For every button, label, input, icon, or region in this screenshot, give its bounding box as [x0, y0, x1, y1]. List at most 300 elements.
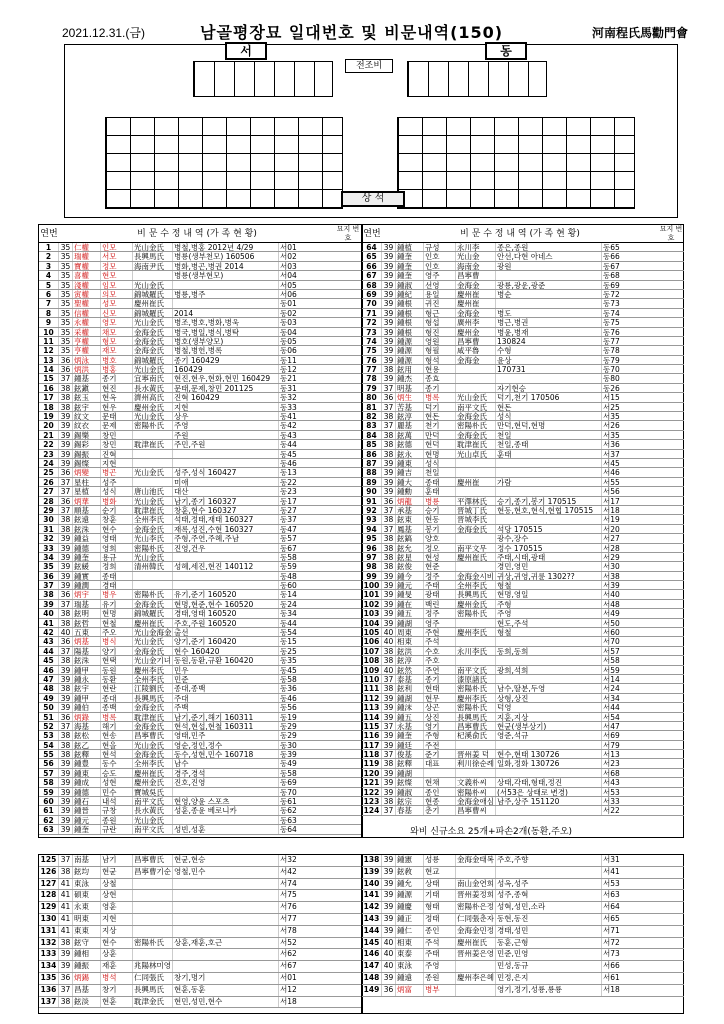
cell-desc: 130824 — [496, 337, 602, 345]
cell-desc: 진혁 160429 — [173, 393, 279, 401]
bottom-right-record-list — [362, 855, 684, 997]
cell-spouse: 慶州崔 — [456, 290, 496, 298]
cell-gen: 38 — [382, 544, 396, 552]
cell-spouse: 金海金氏 — [456, 431, 496, 439]
cell-code: 동21 — [280, 374, 297, 383]
cell-gen: 35 — [59, 299, 73, 307]
cell-fname: 동원 — [101, 666, 133, 674]
cell-code: 서45 — [603, 458, 620, 468]
cell-name: 鍾根 — [396, 299, 424, 307]
header-no-right: 연번 — [363, 229, 381, 239]
cell-spouse — [456, 562, 496, 570]
cell-spouse: 金海金 — [456, 281, 496, 289]
cell-spouse: 慶州崔氏 — [133, 619, 173, 627]
table-row — [39, 290, 361, 299]
cell-desc: 성훈,종윤 베로니카 — [173, 806, 279, 814]
cell-gen: 35 — [59, 309, 73, 317]
cell-code: 서03 — [280, 261, 297, 271]
table-row — [39, 867, 361, 879]
cell-name: 鉉洪 — [396, 647, 424, 655]
cell-fname: 병록 — [424, 393, 456, 401]
cell-fname: 만덕 — [424, 431, 456, 439]
cell-code: 동26 — [603, 383, 620, 393]
cell-fname: 형진 — [424, 328, 456, 336]
cell-fname: 선영 — [424, 281, 456, 289]
cell-name: 鉉用 — [396, 365, 424, 373]
cell-spouse: 海南金 — [456, 262, 496, 270]
cell-desc — [173, 459, 279, 467]
table-row — [39, 609, 361, 618]
table-row — [362, 788, 684, 797]
cell-gen: 39 — [59, 553, 73, 561]
cell-desc: 주영 — [496, 609, 602, 617]
cell-code: 서18 — [280, 996, 297, 1006]
cell-spouse: 金海金氏 — [456, 412, 496, 420]
cell-spouse: 南平文氏 — [456, 403, 496, 411]
cell-desc: 광희,석희 — [496, 666, 602, 674]
cell-spouse — [456, 741, 496, 749]
cell-code: 동11 — [280, 355, 297, 365]
cell-gen: 35 — [59, 262, 73, 270]
cell-desc: 동희,동희 — [496, 647, 602, 655]
cell-fname: 종기 — [101, 374, 133, 382]
cell-desc: 성주,성식 160427 — [173, 468, 279, 476]
cell-spouse: 長興馬氏 — [133, 985, 173, 996]
cell-no: 97 — [362, 553, 382, 561]
cell-no: 40 — [39, 609, 59, 617]
cell-name: 鉉俊 — [396, 562, 424, 570]
cell-fname: 영희 — [101, 544, 133, 552]
cell-spouse — [133, 572, 173, 580]
cell-no: 94 — [362, 525, 382, 533]
east-label: 동 — [485, 42, 527, 60]
cell-name: 鍾在 — [396, 600, 424, 608]
cell-spouse — [456, 637, 496, 645]
cell-no: 148 — [362, 973, 382, 984]
cell-name: 鍾淑 — [396, 281, 424, 289]
cell-no: 120 — [362, 769, 382, 777]
cell-fname: 현준 — [424, 562, 456, 570]
left-record-list — [39, 243, 361, 835]
cell-spouse — [456, 985, 496, 996]
cell-fname: 재훈 — [101, 961, 133, 972]
cell-name: 鍾奎 — [396, 731, 424, 739]
cell-name: 鍾勳 — [396, 487, 424, 495]
cell-no: 16 — [39, 384, 59, 392]
cell-fname: 재모 — [101, 346, 133, 354]
cell-gen: 39 — [382, 309, 396, 317]
cell-no: 100 — [362, 581, 382, 589]
cell-code: 서50 — [603, 618, 620, 628]
cell-gen: 38 — [59, 515, 73, 523]
cell-spouse: 長興馬氏 — [133, 694, 173, 702]
cell-name: 炳生 — [396, 393, 424, 401]
cell-code: 동74 — [603, 308, 620, 318]
table-row — [362, 722, 684, 731]
cell-fname: 영주 — [424, 619, 456, 627]
cell-desc: 주민,주원 — [173, 440, 279, 448]
cell-name: 鉉鎭 — [73, 384, 101, 392]
cell-spouse: 金海金氏 — [133, 722, 173, 730]
cell-gen: 37 — [382, 525, 396, 533]
cell-no: 104 — [362, 619, 382, 627]
cell-spouse: 全州李氏 — [133, 515, 173, 523]
cell-fname: 형섭 — [424, 318, 456, 326]
cell-no: 108 — [362, 656, 382, 664]
cell-no: 139 — [362, 867, 382, 878]
cell-spouse: 昌寧曹 — [456, 271, 496, 279]
cell-fname: 형모 — [101, 337, 133, 345]
cell-spouse: 全州李氏 — [456, 581, 496, 589]
cell-gen: 39 — [382, 694, 396, 702]
table-row — [39, 949, 361, 961]
cell-code: 서27 — [603, 534, 620, 543]
document-date: 2021.12.31.(금) — [62, 26, 145, 40]
cell-gen: 35 — [59, 252, 73, 260]
cell-spouse: 慶州李氏 — [456, 628, 496, 636]
cell-desc: 영기,정기,성룡,룡룡 — [496, 985, 602, 996]
cell-fname: 문제 — [101, 421, 133, 429]
table-row — [39, 374, 361, 383]
cell-no: 25 — [39, 468, 59, 476]
cell-name: 鍾廷 — [396, 741, 424, 749]
cell-fname: 귀진 — [424, 299, 456, 307]
table-row — [39, 806, 361, 815]
table-row — [39, 741, 361, 750]
cell-gen: 35 — [59, 271, 73, 279]
table-row — [362, 299, 684, 308]
cell-name: 鍾淑 — [396, 788, 424, 796]
cell-desc: 유기,준기 160520 — [173, 590, 279, 598]
cell-code: 서42 — [280, 866, 297, 876]
cell-code: 서30 — [603, 562, 620, 571]
cell-no: 20 — [39, 421, 59, 429]
cell-name: 鉉星 — [396, 553, 424, 561]
cell-fname: 성현 — [101, 778, 133, 786]
cell-code: 서74 — [280, 878, 297, 888]
east-top-plots — [407, 61, 547, 97]
cell-spouse: 光山金氏 — [133, 365, 173, 373]
table-row — [362, 318, 684, 327]
cell-code: 서60 — [603, 628, 620, 637]
cell-fname: 주석 — [424, 938, 456, 949]
cell-desc: 진호,진영 — [173, 778, 279, 786]
table-row — [362, 346, 684, 355]
cell-name: 鉉利 — [396, 684, 424, 692]
cell-spouse — [456, 459, 496, 467]
cell-fname: 인호 — [424, 252, 456, 260]
cell-no: 45 — [39, 656, 59, 664]
cell-name: 采權 — [73, 328, 101, 336]
cell-name: 鍾沫 — [396, 703, 424, 711]
cell-no: 149 — [362, 985, 382, 996]
cell-gen: 36 — [382, 497, 396, 505]
cell-desc: 병조,병호,병화,병욱 — [173, 318, 279, 326]
cell-spouse: 利川徐순례 — [457, 759, 494, 768]
cell-spouse — [456, 656, 496, 664]
table-row — [39, 890, 361, 902]
cell-fname: 춘기 — [424, 806, 456, 814]
cell-code: 서59 — [603, 665, 620, 674]
cell-desc: 병국,병일,병식,병탁 — [173, 328, 279, 336]
table-row — [39, 497, 361, 506]
cell-name: 苦基 — [396, 403, 424, 411]
cell-gen: 39 — [382, 914, 396, 925]
cell-desc: 병호(생부양모) — [173, 337, 279, 345]
cell-code: 서17 — [603, 496, 620, 505]
cell-spouse: 濟州高氏 — [133, 393, 173, 401]
cell-name: 星柱 — [73, 478, 101, 486]
table-row — [362, 497, 684, 506]
cell-fname: 병호 — [101, 356, 133, 364]
cell-spouse: 海南尹氏 — [133, 262, 173, 270]
cell-no: 63 — [39, 825, 59, 833]
cell-gen: 40 — [382, 666, 396, 674]
table-row — [39, 468, 361, 477]
cell-desc: 재록,성진,수현 160327 — [173, 525, 279, 533]
cell-desc: 자기현승 — [496, 384, 602, 392]
cell-desc: 성빈,성훈 — [173, 825, 279, 833]
cell-desc: 주대 — [173, 694, 279, 702]
cell-fname: 상훈 — [101, 949, 133, 960]
cell-spouse: 南平文氏 — [456, 666, 496, 674]
cell-desc — [173, 572, 279, 580]
table-row — [362, 440, 684, 449]
cell-no: 11 — [39, 337, 59, 345]
cell-gen: 39 — [59, 961, 73, 972]
table-row — [362, 985, 684, 997]
cell-no: 26 — [39, 478, 59, 486]
cell-code: 동65 — [603, 243, 620, 252]
cell-fname: 현수 — [101, 525, 133, 533]
cell-no: 56 — [39, 759, 59, 767]
table-row — [362, 450, 684, 459]
cell-desc: 현균(생부상기) — [496, 722, 602, 730]
cell-desc: 경태,성민 — [496, 926, 602, 937]
cell-fname: 남기 — [101, 855, 133, 866]
cell-code: 서46 — [603, 468, 620, 477]
table-row — [39, 731, 361, 740]
cell-desc: 민정,은지 — [496, 973, 602, 984]
cell-name: 紋文 — [73, 412, 101, 420]
cell-spouse: 晋州姜은영 — [457, 949, 494, 959]
cell-gen: 39 — [382, 281, 396, 289]
cell-gen: 41 — [59, 879, 73, 890]
cell-desc: 문태,문제,창민 201125 — [173, 384, 279, 392]
cell-code: 동43 — [280, 430, 297, 440]
cell-no: 31 — [39, 525, 59, 533]
cell-desc: 만덕,현덕,현명 — [496, 421, 602, 429]
cell-no: 113 — [362, 703, 382, 711]
cell-code: 동58 — [280, 768, 297, 778]
cell-desc: 병룡(생부천모) 160506 — [173, 252, 279, 260]
cell-no: 34 — [39, 553, 59, 561]
cell-fname: 정태 — [424, 914, 456, 925]
cell-gen: 35 — [59, 281, 73, 289]
cell-name: 亨權 — [73, 337, 101, 345]
table-row — [362, 252, 684, 261]
cell-fname: 채모 — [101, 328, 133, 336]
cell-no: 147 — [362, 961, 382, 972]
cell-gen: 38 — [59, 741, 73, 749]
cell-name: 周東 — [396, 628, 424, 636]
cell-no: 137 — [39, 997, 59, 1008]
cell-fname: 성룡 — [424, 855, 456, 866]
table-row — [362, 628, 684, 637]
cell-fname: 영원 — [424, 337, 456, 345]
cell-spouse: 永川李氏 — [456, 647, 496, 655]
cell-gen: 39 — [59, 459, 73, 467]
cell-spouse — [133, 450, 173, 458]
table-row — [362, 600, 684, 609]
organization-name: 河南程氏馬勸門會 — [591, 26, 688, 40]
cell-spouse: 漆原諸氏 — [456, 675, 496, 683]
cell-fname: 종원 — [424, 973, 456, 984]
cell-name: 炳泳 — [73, 356, 101, 364]
cell-fname: 정주 — [424, 572, 456, 580]
cell-code: 서26 — [603, 421, 620, 430]
cell-code: 서52 — [280, 937, 297, 947]
cell-no: 35 — [39, 562, 59, 570]
cell-no: 99 — [362, 572, 382, 580]
cell-spouse: 錦城羅氏 — [133, 356, 173, 364]
table-row — [362, 855, 684, 867]
west-top-plots — [193, 61, 333, 97]
cell-fname: 병부 — [424, 985, 456, 996]
table-row — [39, 252, 361, 261]
table-row — [39, 459, 361, 468]
cell-code: 동69 — [280, 778, 297, 787]
cell-no: 17 — [39, 393, 59, 401]
cell-desc — [496, 637, 602, 645]
cell-gen: 39 — [59, 788, 73, 796]
cell-spouse: 昌寧曹씨 — [456, 806, 496, 814]
cell-fname: 내석 — [101, 797, 133, 805]
cell-desc: 남주,상주 151120 — [496, 797, 602, 805]
cell-fname: 병화 — [101, 497, 133, 505]
table-row — [362, 506, 684, 515]
cell-name: 鉉遠 — [73, 515, 101, 523]
table-row — [39, 694, 361, 703]
table-row — [39, 337, 361, 346]
cell-code: 동59 — [280, 562, 297, 571]
table-row — [362, 271, 684, 280]
cell-code: 서65 — [603, 913, 620, 923]
cell-spouse — [133, 914, 173, 925]
cell-name: 鍾源 — [396, 356, 424, 364]
cell-name: 錫振 — [73, 450, 101, 458]
cell-name: 喜權 — [73, 271, 101, 279]
table-row — [362, 926, 684, 938]
cell-spouse: 唐山池氏 — [133, 487, 173, 495]
cell-desc: 주호,주원 160520 — [173, 619, 279, 627]
cell-no: 110 — [362, 675, 382, 683]
cell-desc: 주백 — [173, 703, 279, 711]
cell-fname: 병룡 — [424, 497, 456, 505]
cell-fname: 종태 — [101, 572, 133, 580]
cell-name: 寅權 — [73, 290, 101, 298]
cell-name: 碩東 — [73, 890, 101, 901]
cell-desc: 광수,장수 — [496, 534, 602, 542]
cell-spouse: 慶州金氏 — [456, 600, 496, 608]
cell-code: 서69 — [603, 731, 620, 740]
table-row — [362, 731, 684, 740]
cell-desc: 민준,민영 — [496, 949, 602, 960]
table-row — [39, 262, 361, 271]
cell-fname: 창민 — [101, 440, 133, 448]
cell-no: 39 — [39, 600, 59, 608]
cell-fname: 상태 — [424, 879, 456, 890]
cell-no: 42 — [39, 628, 59, 636]
cell-desc: 병룡(생부현모) — [173, 271, 279, 279]
cell-fname: 임모 — [101, 281, 133, 289]
cell-name: 永東 — [73, 902, 101, 913]
cell-spouse: 密陽朴氏 — [133, 938, 173, 949]
cell-gen: 39 — [59, 421, 73, 429]
cell-code: 서53 — [603, 787, 620, 797]
document-title: 남골평장묘 일대번호 및 비문내역(150) — [200, 23, 504, 42]
table-row — [362, 356, 684, 365]
cell-fname: 규창 — [101, 806, 133, 814]
cell-desc: 주호,주향 — [496, 855, 602, 866]
cell-fname: 해기 — [101, 722, 133, 730]
cell-fname: 종원 — [101, 816, 133, 824]
cell-spouse: 兆陽林미영 — [134, 961, 171, 971]
cell-code: 서15 — [603, 393, 620, 402]
cell-fname: 규란 — [101, 825, 133, 833]
additional-records-table — [38, 854, 684, 1014]
cell-no: 47 — [39, 675, 59, 683]
cell-spouse — [456, 619, 496, 627]
cell-name: 相東 — [396, 637, 424, 645]
table-row — [39, 431, 361, 440]
table-row — [39, 487, 361, 496]
cell-spouse — [456, 534, 496, 542]
cell-desc: 민성,동규 — [496, 961, 602, 972]
cell-no: 44 — [39, 647, 59, 655]
cell-fname: 현옥 — [101, 393, 133, 401]
cell-desc: 출선 — [173, 628, 279, 636]
cell-gen: 39 — [59, 759, 73, 767]
cell-code: 서58 — [603, 656, 620, 665]
cell-name: 鍾今 — [396, 572, 424, 580]
cell-spouse: 晋州姜 덕 — [456, 750, 496, 758]
cell-spouse: 光山金氏 — [133, 468, 173, 476]
cell-spouse: 錦城羅氏 — [133, 609, 173, 617]
cell-desc: 종은,종원 — [496, 243, 602, 251]
cell-no: 23 — [39, 450, 59, 458]
cell-no: 105 — [362, 628, 382, 636]
cell-spouse: 昌寧曹氏 — [133, 731, 173, 739]
cell-code: 서28 — [603, 543, 620, 552]
cell-spouse: 長興馬氏 — [133, 252, 173, 260]
cell-gen: 38 — [382, 412, 396, 420]
table-row — [39, 299, 361, 308]
cell-no: 126 — [39, 867, 59, 878]
cell-no: 134 — [39, 961, 59, 972]
cell-name: 瑞權 — [73, 252, 101, 260]
cell-fname: 종태 — [424, 478, 456, 486]
cell-name: 鍾湖 — [396, 694, 424, 702]
cell-gen: 39 — [382, 609, 396, 617]
cell-gen: 39 — [59, 572, 73, 580]
cell-gen: 38 — [59, 750, 73, 758]
table-row — [362, 694, 684, 703]
cell-no: 12 — [39, 346, 59, 354]
cell-name: 鍾憲 — [396, 855, 424, 866]
table-row — [39, 656, 361, 665]
cell-name: 鍾五 — [396, 609, 424, 617]
